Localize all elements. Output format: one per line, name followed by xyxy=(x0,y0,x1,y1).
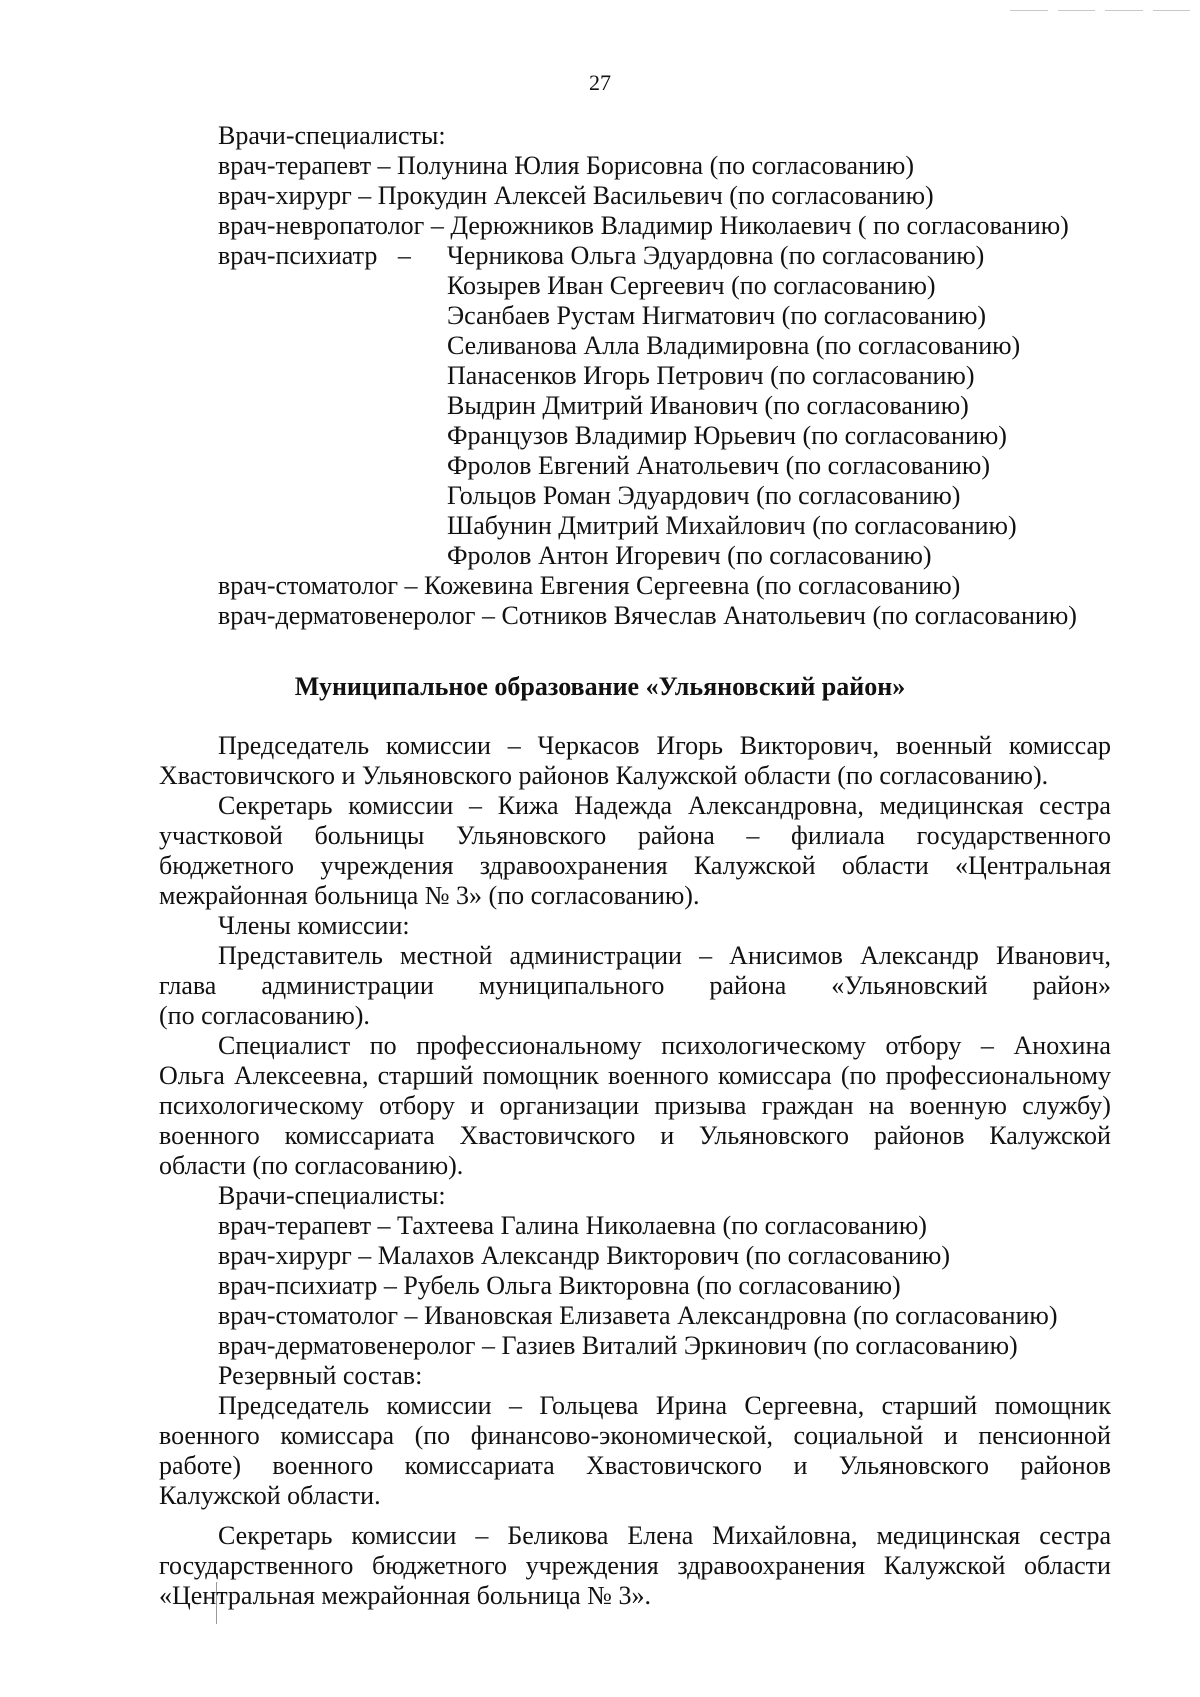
psychiatrist-name: Селиванова Алла Владимировна (по согласованию) xyxy=(447,331,1021,360)
therapist-line: врач-терапевт – Полунина Юлия Борисовна (по согласованию) xyxy=(218,151,914,180)
neurologist-line: врач-невропатолог – Дерюжников Владимир Николаевич ( по согласованию) xyxy=(218,211,1069,240)
chair-line: Председатель комиссии – Черкасов Игорь Викторович, военный комиссар xyxy=(218,731,1111,760)
admin-line: (по согласованию). xyxy=(159,1001,370,1030)
admin-line: Представитель местной администрации – Анисимов Александр Иванович, xyxy=(218,941,1111,970)
chair-line: Хвастовичского и Ульяновского районов Калужской области (по согласованию). xyxy=(159,761,1049,790)
reserve-chair-line: Председатель комиссии – Гольцева Ирина Сергеевна, старший помощник xyxy=(218,1391,1111,1420)
psychiatrist-name: Выдрин Дмитрий Иванович (по согласованию) xyxy=(447,391,969,420)
secretary-line: межрайонная больница № 3» (по согласованию). xyxy=(159,881,700,910)
psychologist-line: военного комиссариата Хвастовичского и Ульяновского районов Калужской xyxy=(159,1121,1111,1150)
psychologist-line: психологическому отбору и организации призыва граждан на военную службу) xyxy=(159,1091,1111,1120)
psychologist-line: области (по согласованию). xyxy=(159,1151,464,1180)
reserve-secretary-line: «Центральная межрайонная больница № 3». xyxy=(159,1581,651,1610)
reserve-secretary-line: государственного бюджетного учреждения здравоохранения Калужской области xyxy=(159,1551,1111,1580)
secretary-line: бюджетного учреждения здравоохранения Калужской области «Центральная xyxy=(159,851,1111,880)
surgeon-line: врач-хирург – Прокудин Алексей Васильевич (по согласованию) xyxy=(218,181,934,210)
specialists-heading: Врачи-специалисты: xyxy=(218,121,446,150)
secretary-line: участковой больницы Ульяновского района – филиала государственного xyxy=(159,821,1111,850)
reserve-secretary-line: Секретарь комиссии – Беликова Елена Михайловна, медицинская сестра xyxy=(218,1521,1111,1550)
reserve-chair-line: Калужской области. xyxy=(159,1481,381,1510)
dermatologist-line: врач-дерматовенеролог – Сотников Вячеслав Анатольевич (по согласованию) xyxy=(218,601,1077,630)
secretary-line: Секретарь комиссии – Кижа Надежда Александровна, медицинская сестра xyxy=(218,791,1111,820)
specialists-heading: Врачи-специалисты: xyxy=(218,1181,446,1210)
psychiatrist-name: Козырев Иван Сергеевич (по согласованию) xyxy=(447,271,936,300)
doctor-line: врач-психиатр – Рубель Ольга Викторовна (по согласованию) xyxy=(218,1271,901,1300)
page-number: 27 xyxy=(589,70,611,95)
psychiatrist-name: Шабунин Дмитрий Михайлович (по согласованию) xyxy=(447,511,1017,540)
psychiatrist-name: Фролов Антон Игоревич (по согласованию) xyxy=(447,541,932,570)
dentist-line: врач-стоматолог – Кожевина Евгения Сергеевна (по согласованию) xyxy=(218,571,961,600)
psychiatrist-name: Эсанбаев Рустам Нигматович (по согласованию) xyxy=(447,301,987,330)
psychiatrist-name: Панасенков Игорь Петрович (по согласованию) xyxy=(447,361,975,390)
doctor-line: врач-дерматовенеролог – Газиев Виталий Эркинович (по согласованию) xyxy=(218,1331,1018,1360)
scan-artifact xyxy=(1010,10,1190,12)
psychiatrist-name: Гольцов Роман Эдуардович (по согласованию) xyxy=(447,481,961,510)
admin-line: глава администрации муниципального района «Ульяновский район» xyxy=(159,971,1111,1000)
doctor-line: врач-терапевт – Тахтеева Галина Николаевна (по согласованию) xyxy=(218,1211,927,1240)
reserve-heading: Резервный состав: xyxy=(218,1361,423,1390)
psychiatrist-name: Французов Владимир Юрьевич (по согласованию) xyxy=(447,421,1007,450)
psychologist-line: Специалист по профессиональному психологическому отбору – Анохина xyxy=(218,1031,1111,1060)
section-title: Муниципальное образование «Ульяновский район» xyxy=(294,672,906,701)
psychiatrist-name: Фролов Евгений Анатольевич (по согласованию) xyxy=(447,451,990,480)
members-heading: Члены комиссии: xyxy=(218,911,410,940)
doctor-line: врач-стоматолог – Ивановская Елизавета Александровна (по согласованию) xyxy=(218,1301,1058,1330)
psychiatrist-name: Черникова Ольга Эдуардовна (по согласованию) xyxy=(447,241,985,270)
reserve-chair-line: работе) военного комиссариата Хвастовичского и Ульяновского районов xyxy=(159,1451,1111,1480)
psychiatrist-label: врач-психиатр – xyxy=(218,241,411,270)
doctor-line: врач-хирург – Малахов Александр Викторович (по согласованию) xyxy=(218,1241,950,1270)
psychologist-line: Ольга Алексеевна, старший помощник военного комиссара (по профессиональному xyxy=(159,1061,1111,1090)
reserve-chair-line: военного комиссара (по финансово-экономической, социальной и пенсионной xyxy=(159,1421,1111,1450)
